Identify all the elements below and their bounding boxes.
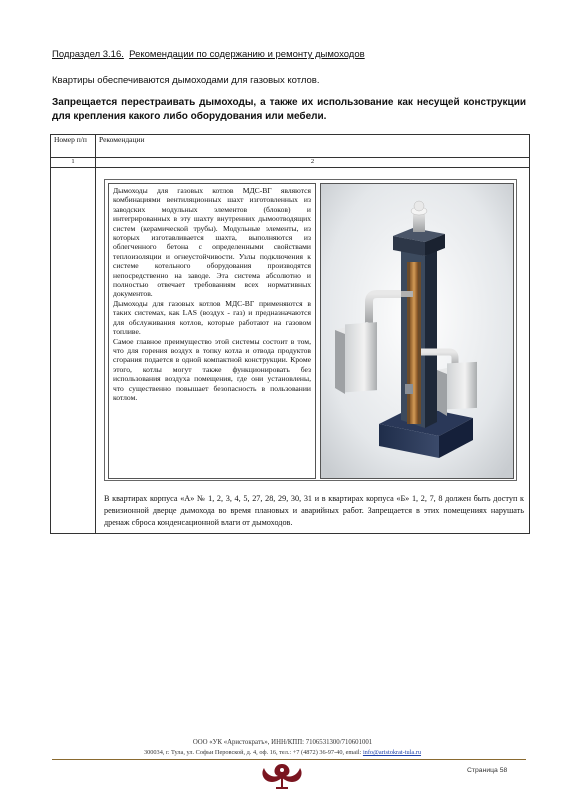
col-recommendations-index: 2 <box>96 158 530 168</box>
chimney-illustration <box>320 183 514 479</box>
col-number-header: Номер п/п <box>51 135 96 158</box>
chimney-3d-model-image <box>321 184 513 478</box>
page-number: Страница 58 <box>467 767 508 774</box>
table-header-row <box>51 135 530 158</box>
footer-email-link[interactable]: info@aristokrat-tula.ru <box>362 749 422 756</box>
description-paragraph-2: Дымоходы для газовых котлов МДС-ВГ применяются в таких системах, как LAS (воздух - газ) и предназначаются для обслуживания котлов, которые работают на газовом топливе. <box>113 298 311 337</box>
footer-company: ООО «УК «Аристократъ», ИНН/КПП: 7106531300/710601001 <box>192 739 373 746</box>
col-recommendations-header: Рекомендации <box>96 135 530 158</box>
description-paragraph-1: Дымоходы для газовых котлов МДС-ВГ являются комбинациями вентиляционных шахт изготовленных из заводских модульных элементов (блоков) и интегрированных в эту шахту внутренних дымоотводящих систем (керамической трубы). Модульные элементы, из которых изготавливается шахта, выполняются из облегченного бетона с определенными свойствами теплоизоляции и огнеустойчивости. Узлы подключения к системе котельного оборудования производятся непосредственно на заводе. Эта система абсолютно и полностью отвечает требованиям всех нормативных документов. <box>113 186 311 299</box>
intro-text: Квартиры обеспечиваются дымоходами для газовых котлов. <box>52 75 320 86</box>
apartment-access-note: В квартирах корпуса «А» № 1, 2, 3, 4, 5, 27, 28, 29, 30, 31 и в квартирах корпуса «Б» 1, 2, 7, 8 должен быть доступ к ревизионной дверце дымохода во время плановых и аварийных работ. Запрещается в этих помещениях нарушать дренаж сброса конденсационной влаги от дымоходов. <box>104 494 524 527</box>
content-number-cell <box>51 168 96 534</box>
description-paragraph-3: Самое главное преимущество этой системы состоит в том, что для горения воздух в топку котла и отвода продуктов сгорания подается в одной компактной конструкции. Кроме этого, котлы могут также функционировать без использования воздуха помещения, где они установлены, что существенно повышает безопасность в пользовании котлом. <box>113 336 311 402</box>
subsection-heading <box>52 49 365 60</box>
chimney-info-box <box>104 179 517 481</box>
footer-address <box>0 749 565 756</box>
subsection-title: Рекомендации по содержанию и ремонту дымоходов <box>129 49 365 60</box>
ornament-logo-icon <box>252 760 312 792</box>
warning-text: Запрещается перестраивать дымоходы, а также их использование как несущей конструкции для крепления какого либо оборудования или мебели. <box>52 97 526 122</box>
col-number-index: 1 <box>51 158 96 168</box>
subsection-label: Подраздел 3.16. <box>52 49 124 60</box>
footer-address-text: 300034, г. Тула, ул. Софьи Перовской, д. 4, оф. 16, тел.: +7 (4872) 36-97-40, email: <box>143 749 363 756</box>
chimney-description <box>108 183 316 479</box>
table-number-row <box>51 158 530 168</box>
